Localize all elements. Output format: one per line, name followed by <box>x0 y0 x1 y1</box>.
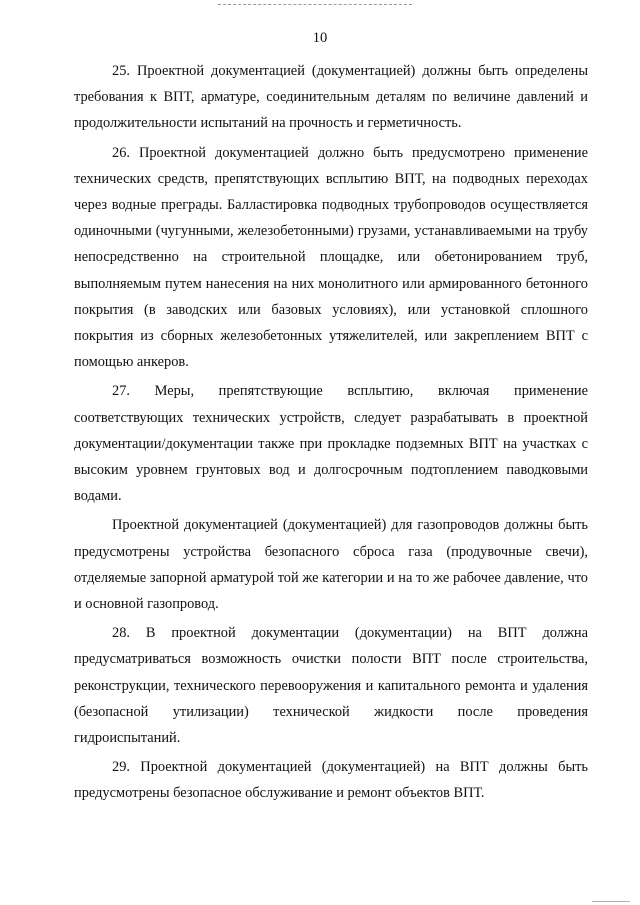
paragraph-26: 26. Проектной документацией должно быть предусмотрено применение технических средств, препятствующих всплытию ВПТ, на подводных переходах через водные преграды. Балластировка подводных трубопроводов осуществляется одиночными (чугунными, железобетонными) грузами, устанавливаемыми на трубу непосредственно на строительной площадке, или обетонированием труб, выполняемым путем нанесения на них монолитного или армированного бетонного покрытия (в заводских или базовых условиях), или установкой сплошного покрытия из сборных железобетонных утяжелителей, или закреплением ВПТ с помощью анкеров. <box>74 144 588 371</box>
paragraph-28: 28. В проектной документации (документации) на ВПТ должна предусматриваться возможность очистки полости ВПТ после строительства, реконструкции, технического перевооружения и капитального ремонта и удаления (безопасной утилизации) технической жидкости после проведения гидроиспытаний. <box>74 625 588 747</box>
paragraph-27-gas-pipelines: Проектной документацией (документацией) для газопроводов должны быть предусмотрены устройства безопасного сброса газа (продувочные свечи), отделяемые запорной арматурой той же категории и на то же рабочее давление, что и основной газопровод. <box>74 517 588 613</box>
scan-corner-mark <box>592 901 630 902</box>
page-number: 10 <box>312 30 328 46</box>
scan-artifact-line <box>218 4 412 5</box>
document-body <box>74 58 588 810</box>
paragraph-29: 29. Проектной документацией (документацией) на ВПТ должны быть предусмотрены безопасное обслуживание и ремонт объектов ВПТ. <box>74 759 588 802</box>
paragraph-27: 27. Меры, препятствующие всплытию, включая применение соответствующих технических устройств, следует разрабатывать в проектной документации/документации также при прокладке подземных ВПТ на участках с высоким уровнем грунтовых вод и долгосрочным подтоплением паводковыми водами. <box>74 383 588 505</box>
paragraph-25: 25. Проектной документацией (документацией) должны быть определены требования к ВПТ, арматуре, соединительным деталям по величине давлений и продолжительности испытаний на прочность и герметичность. <box>74 63 588 132</box>
